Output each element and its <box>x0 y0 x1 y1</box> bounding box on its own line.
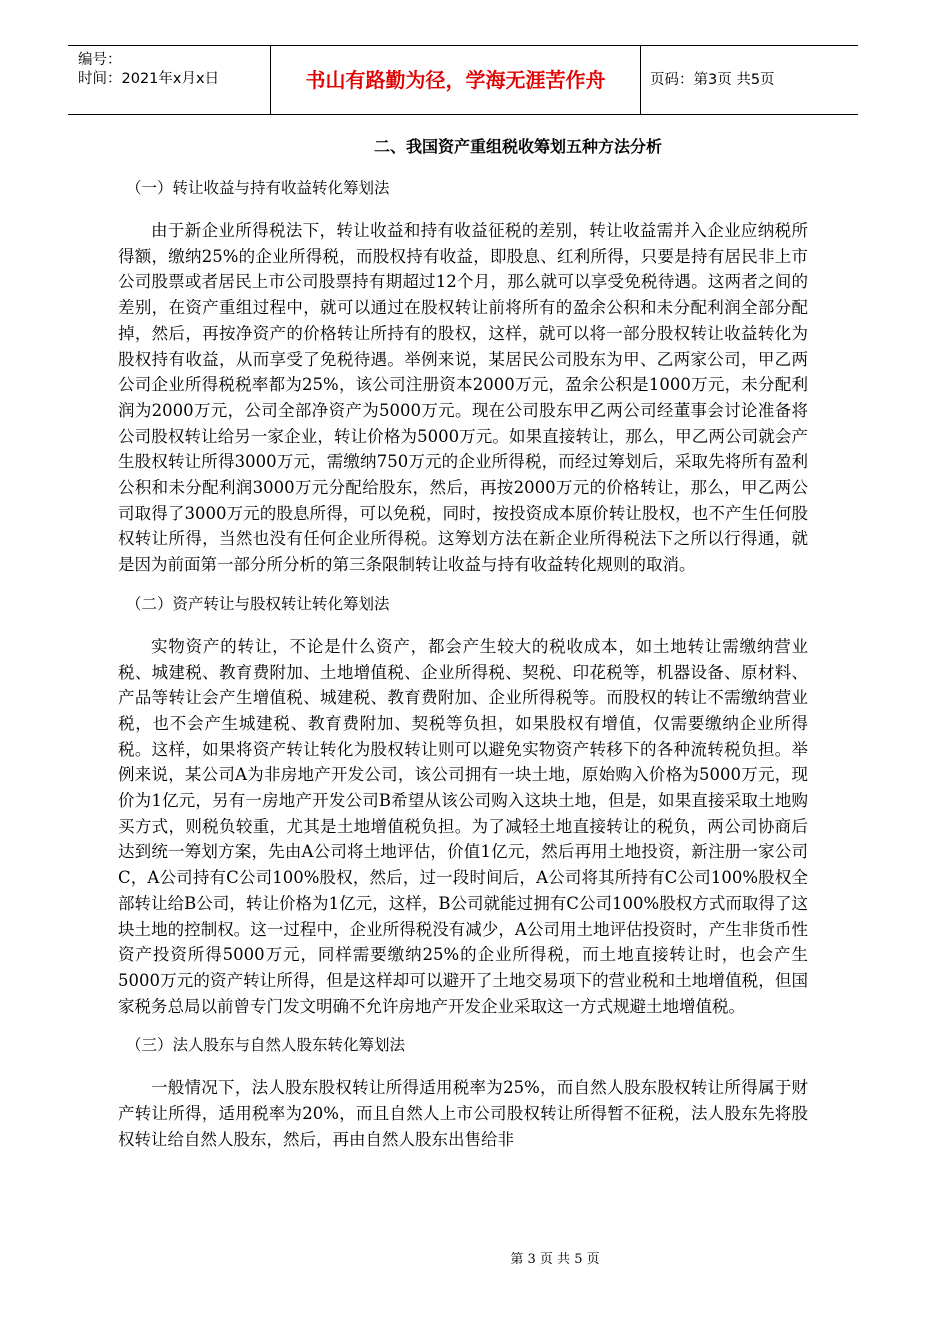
section-heading: （三）法人股东与自然人股东转化筹划法 <box>126 1036 406 1055</box>
section-heading: （一）转让收益与持有收益转化筹划法 <box>126 179 390 197</box>
section-paragraph: 一般情况下，法人股东股权转让所得适用税率为25%，而自然人股东股权转让所得属于财产转让所得，适用税率为20%，而且自然人上市公司股权转让所得暂不征税，法人股东先将股权转让给自然人股东，然后，再由自然人股东出售给非 <box>118 1078 808 1149</box>
section-paragraph: 实物资产的转让，不论是什么资产，都会产生较大的税收成本，如土地转让需缴纳营业税、城建税、教育费附加、土地增值税、企业所得税、契税、印花税等，机器设备、原材料、产品等转让会产生增值税、城建税、教育费附加、企业所得税等。而股权的转让不需缴纳营业税，也不会产生城建税、教育费附加、契税等负担，如果股权有增值，仅需要缴纳企业所得税。这样，如果将资产转让转化为股权转让则可以避免实物资产转移下的各种流转税负担。举例来说，某公司A为非房地产开发公司，该公司拥有一块土地，原始购入价格为5000万元，现价为1亿元，另有一房地产开发公司B希望从该公司购入这块土地，但是，如果直接采取土地购买方式，则税负较重，尤其是土地增值税负担。为了减轻土地直接转让的税负，两公司协商后达到统一筹划方案，先由A公司将土地评估，价值1亿元，然后再用土地投资，新注册一家公司C，A公司持有C公司100%股权，然后，过一段时间后，A公司将其所持有C公司100%股权全部转让给B公司，转让价格为1亿元，这样，B公司就能过拥有C公司100%股权方式而取得了这块土地的控制权。这一过程中，企业所得税没有减少，A公司用土地评估投资时，产生非货币性资产投资所得5000万元，同样需要缴纳25%的企业所得税，而土地直接转让时，也会产生5000万元的资产转让所得，但是这样却可以避开了土地交易项下的营业税和土地增值税，但国家税务总局以前曾专门发文明确不允许房地产开发企业采取这一方式规避土地增值税。 <box>118 636 808 1016</box>
document-body <box>118 128 808 1153</box>
page-header <box>68 45 858 115</box>
header-motto: 书山有路勤为径，学海无涯苦作舟 <box>305 68 606 92</box>
header-page-info: 页码：第3页 共5页 <box>650 72 775 88</box>
section-heading: （二）资产转让与股权转让转化筹划法 <box>126 594 390 613</box>
document-number-label: 编号： <box>78 52 122 68</box>
header-meta <box>68 46 268 114</box>
page-footer: 第 3 页 共 5 页 <box>510 1252 600 1267</box>
document-title: 二、我国资产重组税收筹划五种方法分析 <box>373 137 662 156</box>
header-divider <box>640 46 641 114</box>
section-paragraph: 由于新企业所得税法下，转让收益和持有收益征税的差别，转让收益需并入企业应纳税所得额，缴纳25%的企业所得税，而股权持有收益，即股息、红利所得，只要是持有居民非上市公司股票或者居民上市公司股票持有期超过12个月，那么就可以享受免税待遇。这两者之间的差别，在资产重组过程中，就可以通过在股权转让前将所有的盈余公积和未分配利润全部分配掉，然后，再按净资产的价格转让所持有的股权，这样，就可以将一部分股权转让收益转化为股权持有收益，从而享受了免税待遇。举例来说，某居民公司股东为甲、乙两家公司，甲乙两公司企业所得税税率都为25%，该公司注册资本2000万元，盈余公积是1000万元，未分配利润为2000万元，公司全部净资产为5000万元。现在公司股东甲乙两公司经董事会讨论准备将公司股权转让给另一家企业，转让价格为5000万元。如果直接转让，那么，甲乙两公司就会产生股权转让所得3000万元，需缴纳750万元的企业所得税，而经过筹划后，采取先将所有盈利公积和未分配利润3000万元分配给股东，然后，再按2000万元的价格转让，那么，甲乙两公司取得了3000万元的股息所得，可以免税，同时，按投资成本原价转让股权，也不产生任何股权转让所得，当然也没有任何企业所得税。这筹划方法在新企业所得税法下之所以行得通，就是因为前面第一部分所分析的第三条限制转让收益与持有收益转化规则的取消。 <box>118 221 808 575</box>
document-time-label: 时间：2021年x月x日 <box>78 71 220 87</box>
